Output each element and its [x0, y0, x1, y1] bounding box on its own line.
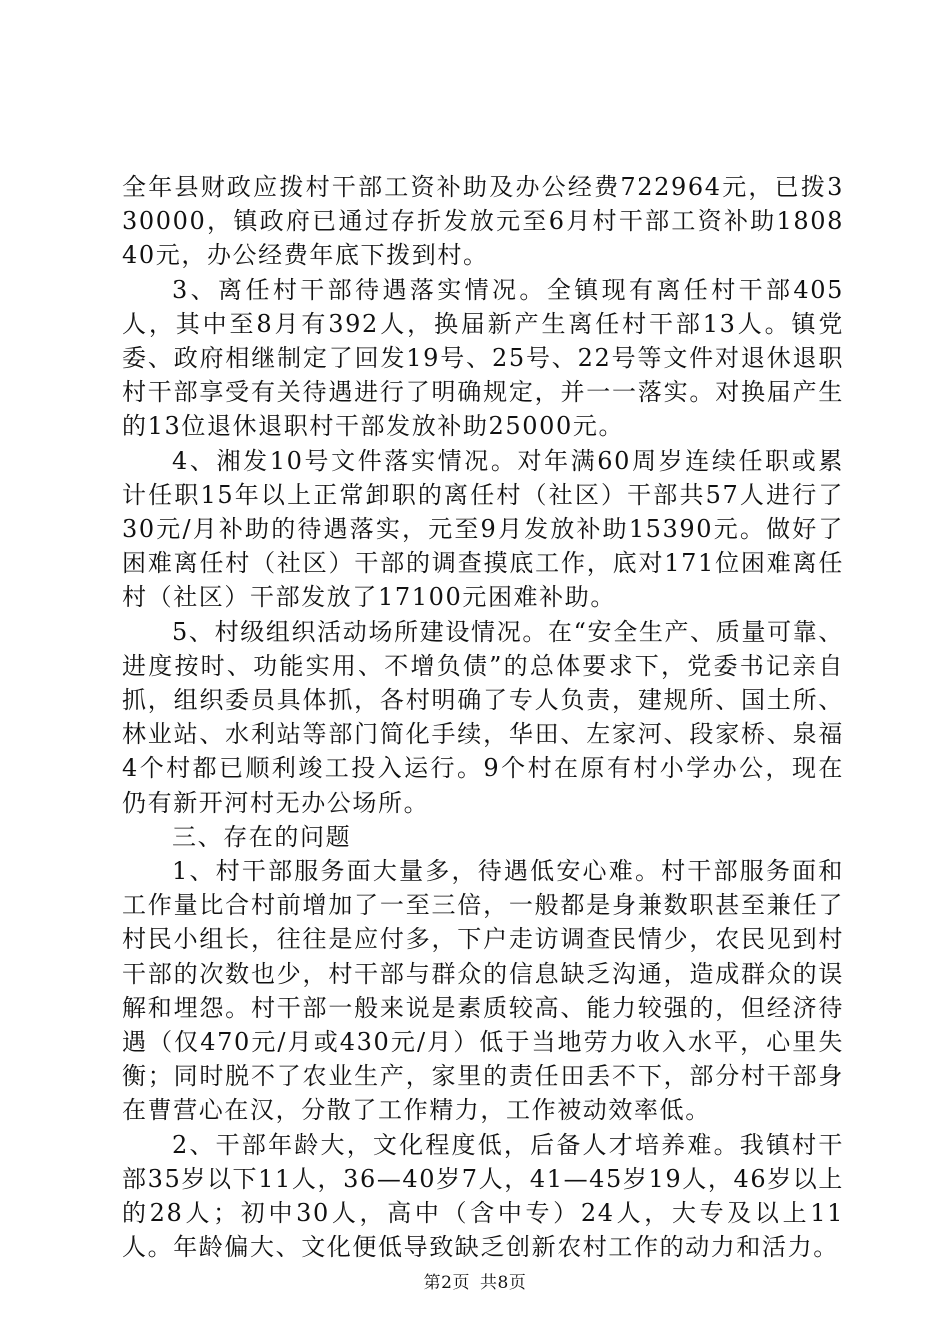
paragraph-document-10-implementation: 4、湘发10号文件落实情况。对年满60周岁连续任职或累计任职15年以上正常卸职的离任村（社区）干部共57人进行了30元/月补助的待遇落实，元至9月发放补助15390元。做好了困难离任村（社区）干部的调查摸底工作，底对171位困难离任村（社区）干部发放了17100元困难补助。	[122, 446, 844, 612]
section-heading-existing-problems: 三、存在的问题	[172, 822, 352, 851]
page-total: 共8页	[480, 1273, 527, 1293]
page-footer	[0, 1268, 950, 1293]
page-number: 第2页	[423, 1273, 470, 1293]
document-body	[122, 170, 844, 1265]
paragraph-activity-venue-construction: 5、村级组织活动场所建设情况。在“安全生产、质量可靠、进度按时、功能实用、不增负债”的总体要求下，党委书记亲自抓，组织委员具体抓，各村明确了专人负责，建规所、国土所、林业站、水利站等部门简化手续，华田、左家河、段家桥、泉福4个村都已顺利竣工投入运行。9个村在原有村小学办公，现在仍有新开河村无办公场所。	[122, 617, 844, 817]
paragraph-retired-cadre-treatment: 3、离任村干部待遇落实情况。全镇现有离任村干部405人，其中至8月有392人，换届新产生离任村干部13人。镇党委、政府相继制定了回发19号、25号、22号等文件对退休退职村干部享受有关待遇进行了明确规定，并一一落实。对换届产生的13位退休退职村干部发放补助25000元。	[122, 275, 844, 441]
paragraph-problem-age-education: 2、干部年龄大，文化程度低，后备人才培养难。我镇村干部35岁以下11人，36—40岁7人，41—45岁19人，46岁以上的28人；初中30人，高中（含中专）24人，大专及以上11人。年龄偏大、文化便低导致缺乏创新农村工作的动力和活力。	[122, 1130, 844, 1262]
paragraph-allocation-summary: 全年县财政应拨村干部工资补助及办公经费722964元，已拨330000，镇政府已通过存折发放元至6月村干部工资补助180840元，办公经费年底下拨到村。	[122, 173, 844, 270]
paragraph-problem-workload: 1、村干部服务面大量多，待遇低安心难。村干部服务面和工作量比合村前增加了一至三倍，一般都是身兼数职甚至兼任了村民小组长，往往是应付多，下户走访调查民情少，农民见到村干部的次数也少，村干部与群众的信息缺乏沟通，造成群众的误解和埋怨。村干部一般来说是素质较高、能力较强的，但经济待遇（仅470元/月或430元/月）低于当地劳力收入水平，心里失衡；同时脱不了农业生产，家里的责任田丢不下，部分村干部身在曹营心在汉，分散了工作精力，工作被动效率低。	[122, 857, 844, 1125]
